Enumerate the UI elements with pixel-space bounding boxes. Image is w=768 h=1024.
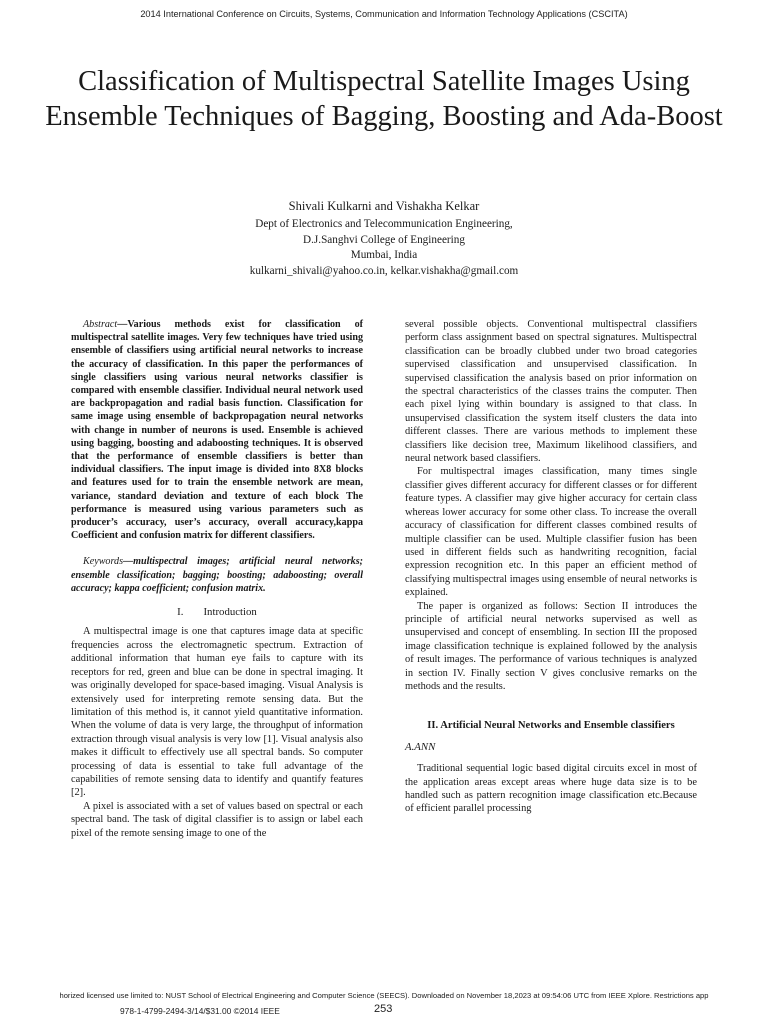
keywords-text: —multispectral images; artificial neural networks; ensemble classification; bagging; boosting; adaboosting; overall accuracy; kappa coefficient; confusion matrix. <box>71 556 363 594</box>
affiliation-city: Mumbai, India <box>350 249 418 262</box>
section-1-title: Introduction <box>203 606 257 619</box>
paper-title: Classification of Multispectral Satellite Images Using Ensemble Techniques of Bagging, Boosting and Ada-Boost <box>45 66 723 132</box>
license-footer: horized licensed use limited to: NUST School of Electrical Engineering and Computer Science (SEECS). Downloaded on November 18,2023 at 09:54:06 UTC from IEEE Xplore. Restrictions app <box>59 991 709 1000</box>
intro-paragraph-2: A pixel is associated with a set of values based on spectral or each spectral band. The task of digital classifier is to assign or label each pixel of the remote sensing image to one of the <box>71 800 363 839</box>
intro-paragraph-3: several possible objects. Conventional multispectral classifiers perform class assignment based on spectral signatures. Multispectral classification can be broadly clubbed under two broad categories supervised classification and unsupervised classification. In supervised classification the analysis based on prior information on the spectral characteristics of the classes trains the computer. Then each pixel lying within boundary is assigned to that class. In unsupervised classification the system itself clusters the data into different classes. There are various methods to implement these classifiers like decision tree, Maximum likelihood classifiers, and neural network based classifiers. <box>405 319 697 465</box>
abstract-lead: Abstract <box>83 319 118 330</box>
intro-paragraph-1: A multispectral image is one that captures image data at specific frequencies across the electromagnetic spectrum. Extraction of additional information that human eye fails to capture with its receptors for red, green and blue can be done in spectral imaging. It was originally developed for space-based imaging. Visual Analysis is extensively used for interpreting remote sensing data. But the limitation of this method is, it cannot yield quantitative information. When the volume of data is very large, the throughput of information extraction through visual analysis is very low [1]. Visual analysis also makes it difficult to effectively use all spectral bands. So computer processing of data is essential to take full advantage of the capabilities of remote sensing data to identify and quantify features [2]. <box>71 626 363 799</box>
section-1-number: I. <box>177 606 184 619</box>
isbn-footer: 978-1-4799-2494-3/14/$31.00 ©2014 IEEE <box>120 1006 280 1016</box>
keywords <box>71 555 363 595</box>
ann-paragraph-1: Traditional sequential logic based digital circuits excel in most of the application areas except areas where huge data size is to be handled such as pattern recognition image classification etc.Because of efficient parallel processing <box>405 763 697 815</box>
intro-paragraph-5: The paper is organized as follows: Section II introduces the principle of artificial neural networks supervised as well as unsupervised and concept of ensembling. In section III the proposed image classification technique is explained followed by the analysis of result images. The performance of various techniques is analyzed in section IV. Finally section V gives conclusive remarks on the methods and the results. <box>405 600 697 692</box>
affiliation-emails: kulkarni_shivali@yahoo.co.in, kelkar.vishakha@gmail.com <box>249 264 519 277</box>
page-number: 253 <box>374 1003 393 1015</box>
authors: Shivali Kulkarni and Vishakha Kelkar <box>288 199 480 213</box>
left-column <box>71 318 363 840</box>
right-column <box>405 318 697 816</box>
affiliation <box>0 217 768 279</box>
abstract <box>71 318 363 542</box>
conference-header: 2014 International Conference on Circuits, Systems, Communication and Information Technology Applications (CSCITA) <box>140 9 628 19</box>
affiliation-dept: Dept of Electronics and Telecommunication Engineering, <box>255 218 513 230</box>
section-2-heading: II. Artificial Neural Networks and Ensemble classifiers <box>427 720 675 732</box>
affiliation-college: D.J.Sanghvi College of Engineering <box>303 233 465 246</box>
abstract-text: —Various methods exist for classification of multispectral satellite images. Very few techniques have tried using ensemble of classifiers using artificial neural networks to increase the accuracy of classification. In this paper the performances of single classifiers using various neural networks classifier is compared with ensemble classifier. Individual neural network used are backpropagation and radial basis function. Classification for same image using ensemble of backpropagation neural networks with change in number of neurons is used. Ensemble is achieved using bagging, boosting and adaboosting techniques. It is observed that the performance of ensemble classifiers is better than individual classifiers. The input image is divided into 8X8 blocks and features used for to train the ensemble network are mean, variance, standard deviation and texture of each block The performance is measured using various parameters such as producer’s accuracy, user’s accuracy, overall accuracy,kappa Coefficient and confusion matrix for different classifiers. <box>71 319 363 542</box>
subsection-ann-heading: A.ANN <box>405 740 436 753</box>
intro-paragraph-4: For multispectral images classification, many times single classifier gives different accuracy for different classes or for different feature types. A classifier may give higher accuracy for certain class whereas lower accuracy for some other class. To increase the overall accuracy of classification for different classes combined results of multiple classifier can be used. Multiple classifier fusion has been used in different fields such as handwriting recognition, facial expression recognition etc. In this paper an efficient method of classifying multispectral images using ensemble of neural networks is explained. <box>405 466 697 599</box>
section-1-heading <box>71 606 363 619</box>
keywords-lead: Keywords <box>83 556 124 568</box>
